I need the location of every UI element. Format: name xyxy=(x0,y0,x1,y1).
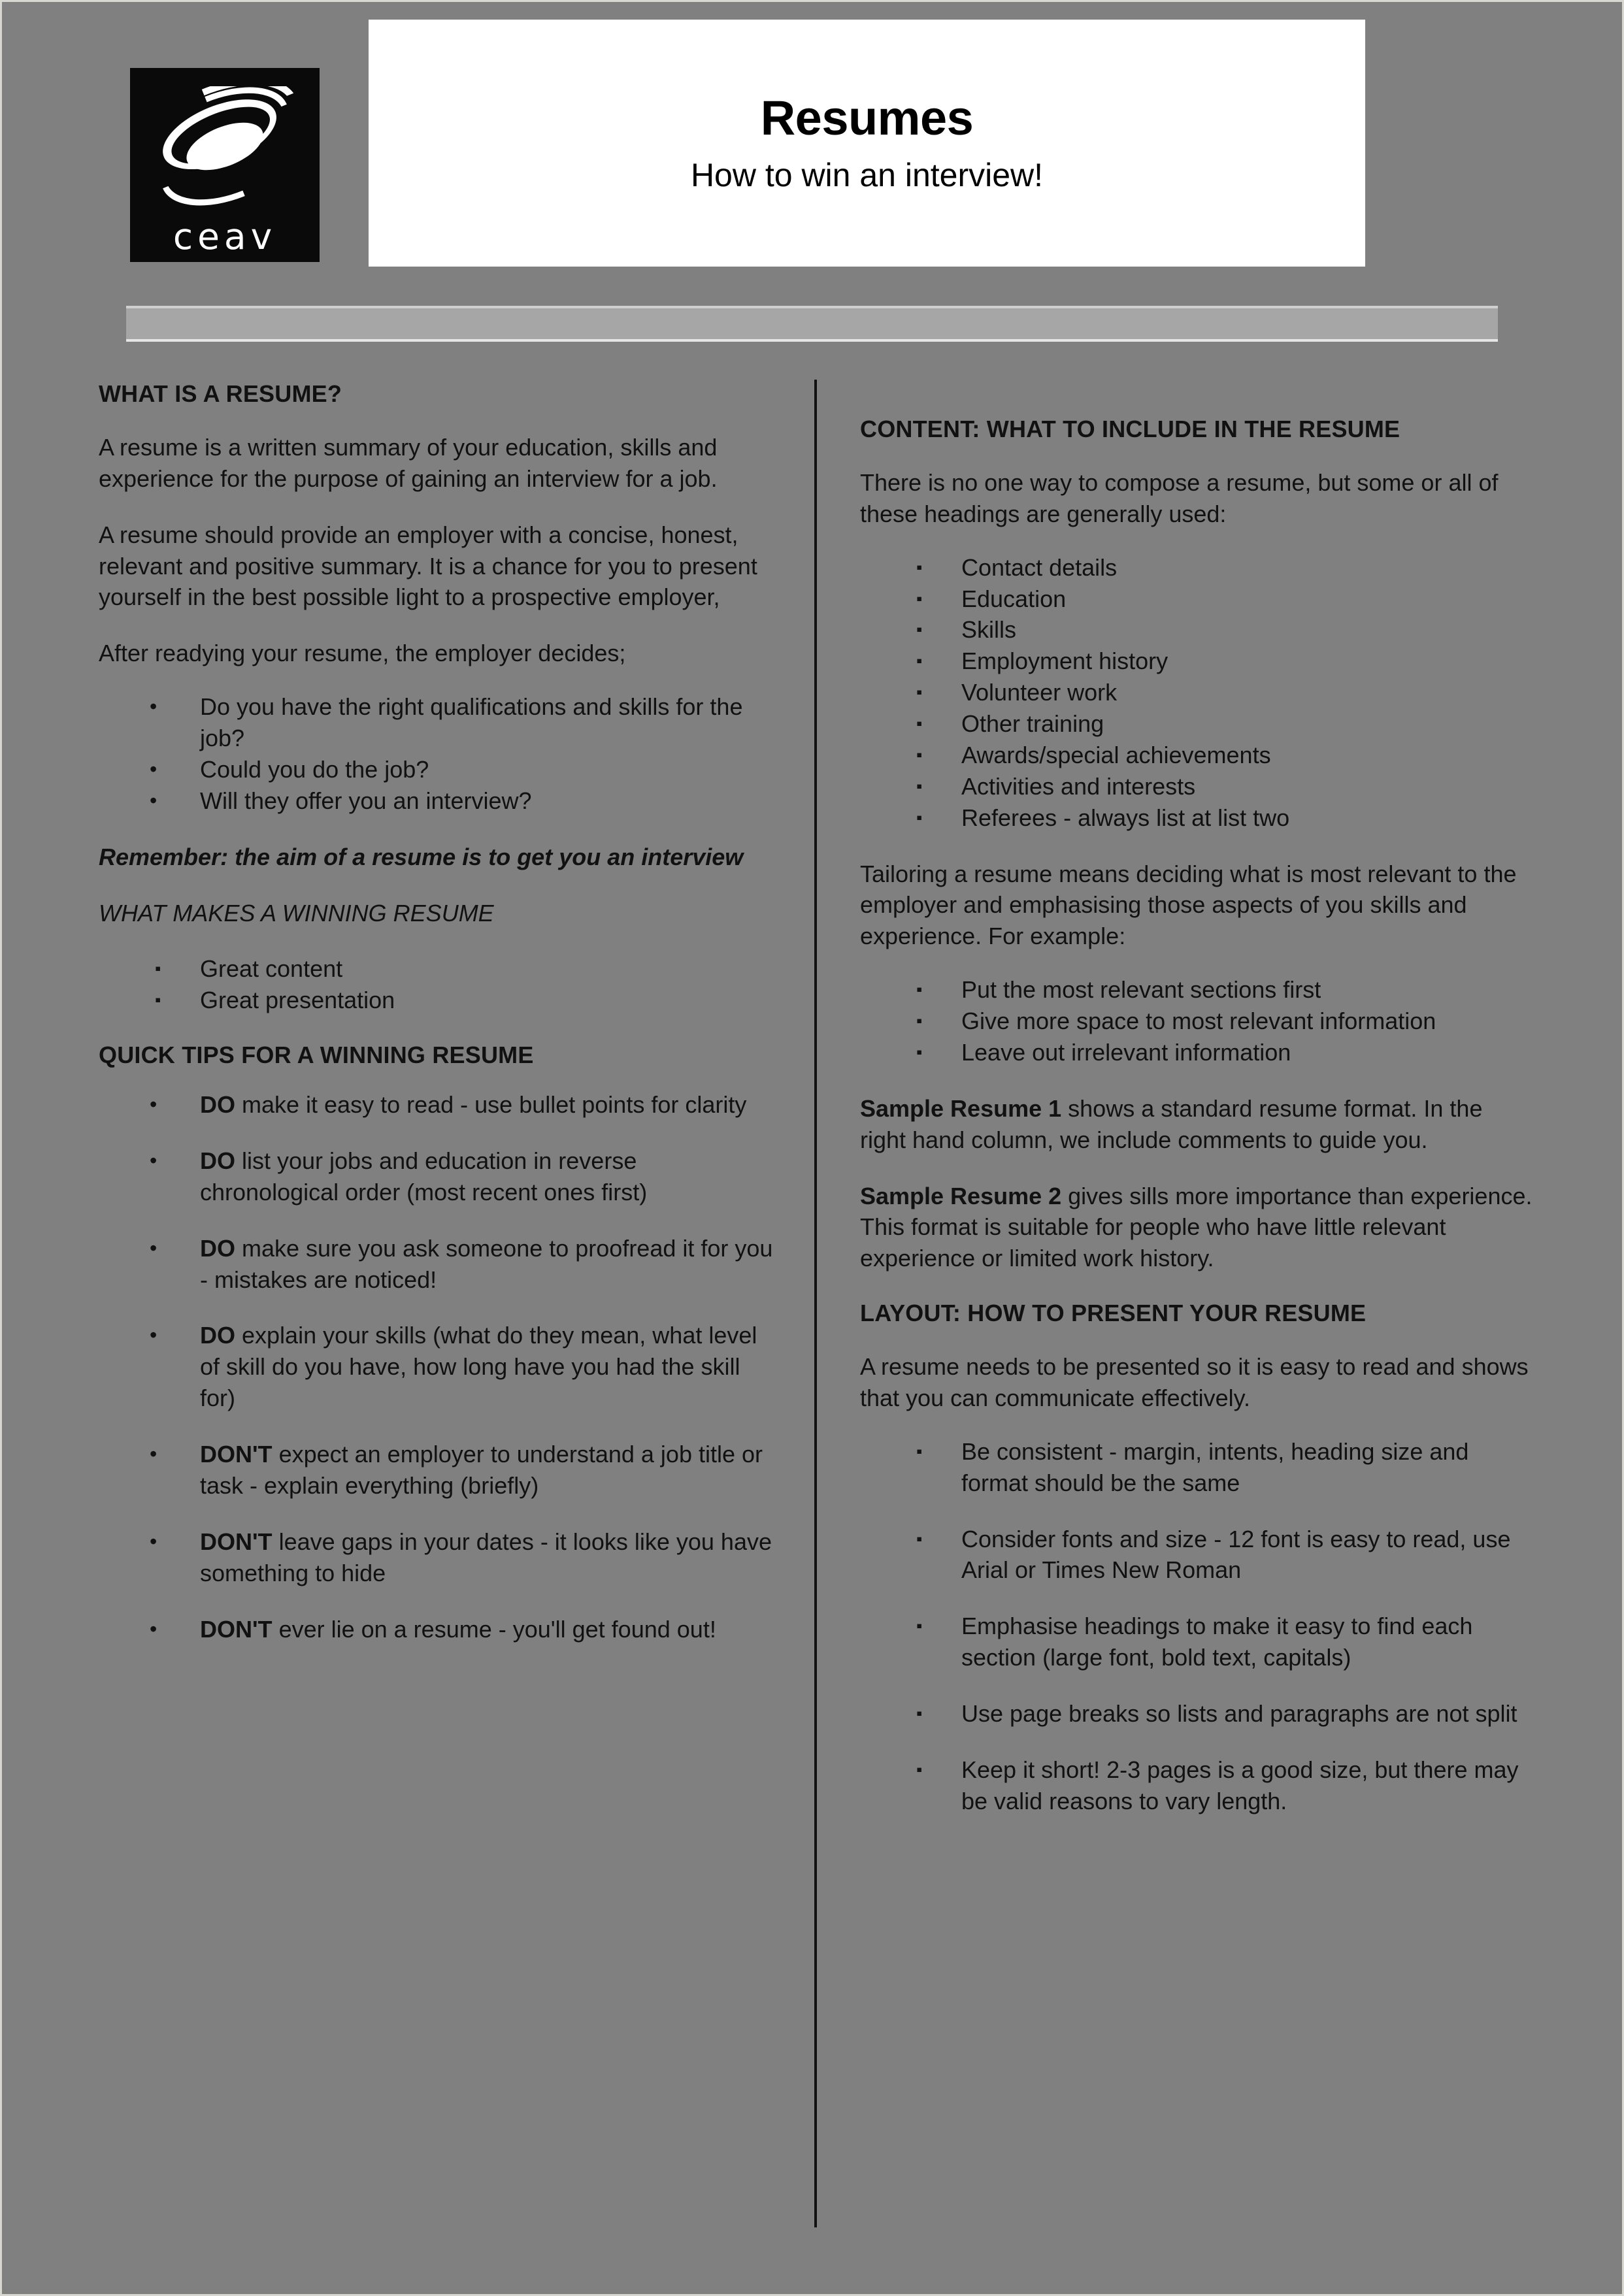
list-layout-tips xyxy=(860,1436,1533,1817)
round-bullet-icon: • xyxy=(150,788,157,812)
list-item xyxy=(860,708,1533,740)
list-item xyxy=(860,974,1533,1006)
right-column xyxy=(860,415,1533,1842)
header-accent-bar xyxy=(126,306,1498,342)
paragraph-sample-resume-2 xyxy=(860,1181,1533,1275)
square-bullet-icon: ▪ xyxy=(916,1528,923,1549)
list-item-label: Great content xyxy=(200,955,343,983)
list-item xyxy=(860,740,1533,771)
list-item xyxy=(860,1006,1533,1037)
paragraph-after-reading: After readying your resume, the employer decides; xyxy=(99,640,626,667)
round-bullet-icon: • xyxy=(150,1616,157,1641)
list-item xyxy=(860,614,1533,646)
list-item xyxy=(860,1754,1533,1817)
tip-lead: DON'T xyxy=(200,1441,273,1468)
list-tailoring xyxy=(860,974,1533,1068)
square-bullet-icon: ▪ xyxy=(916,619,923,640)
paragraph-no-one-way: There is no one way to compose a resume, but some or all of these headings are generally used: xyxy=(860,468,1499,527)
list-item-label: Be consistent - margin, intents, heading size and format should be the same xyxy=(961,1437,1469,1496)
list-item-label: Will they offer you an interview? xyxy=(200,787,532,814)
list-item-label: Consider fonts and size - 12 font is easy to read, use Arial or Times New Roman xyxy=(961,1525,1511,1584)
heading-content: CONTENT: WHAT TO INCLUDE IN THE RESUME xyxy=(860,416,1400,442)
list-item xyxy=(860,552,1533,583)
list-item-label: Put the most relevant sections first xyxy=(961,976,1321,1004)
logo-wordmark: ceav xyxy=(173,216,277,257)
page-title: Resumes xyxy=(760,90,974,145)
square-bullet-icon: ▪ xyxy=(916,557,923,577)
round-bullet-icon: • xyxy=(150,695,157,719)
list-item xyxy=(860,646,1533,677)
square-bullet-icon: ▪ xyxy=(916,682,923,702)
list-item xyxy=(860,1436,1533,1499)
round-bullet-icon: • xyxy=(150,1529,157,1553)
list-item-label: Great presentation xyxy=(200,987,395,1014)
list-item xyxy=(860,802,1533,834)
heading-quick-tips: QUICK TIPS FOR A WINNING RESUME xyxy=(99,1041,534,1069)
list-item xyxy=(99,1233,778,1296)
round-bullet-icon: • xyxy=(150,1148,157,1172)
list-quick-tips xyxy=(99,1089,778,1645)
list-item-label: Volunteer work xyxy=(961,679,1118,706)
list-item xyxy=(99,1526,778,1589)
list-item-label: Other training xyxy=(961,710,1104,738)
paragraph-provide-employer: A resume should provide an employer with a concise, honest, relevant and positive summary. It is a chance for you to present yourself in the best possible light to a prospective employer, xyxy=(99,521,757,611)
sample1-lead: Sample Resume 1 xyxy=(860,1094,1062,1122)
tip-text: explain your skills (what do they mean, what level of skill do you have, how long have you had the skill for) xyxy=(200,1322,757,1412)
square-bullet-icon: ▪ xyxy=(916,1616,923,1636)
round-bullet-icon: • xyxy=(150,1236,157,1260)
round-bullet-icon: • xyxy=(150,757,157,781)
note-remember: Remember: the aim of a resume is to get you an interview xyxy=(99,843,744,870)
square-bullet-icon: ▪ xyxy=(916,713,923,734)
list-item xyxy=(860,1037,1533,1068)
list-item-label: Referees - always list at list two xyxy=(961,804,1290,831)
list-item xyxy=(99,754,778,785)
list-item xyxy=(99,691,778,754)
paragraph-presented: A resume needs to be presented so it is easy to read and shows that you can communicate effectively. xyxy=(860,1353,1529,1411)
square-bullet-icon: ▪ xyxy=(916,776,923,796)
list-item-label: Education xyxy=(961,585,1067,612)
list-item xyxy=(860,677,1533,708)
square-bullet-icon: ▪ xyxy=(916,1041,923,1062)
heading-what-is-a-resume: WHAT IS A RESUME? xyxy=(99,380,342,407)
tip-lead: DO xyxy=(200,1147,235,1174)
list-item-label: Contact details xyxy=(961,553,1118,581)
page-subtitle: How to win an interview! xyxy=(690,157,1044,194)
list-item xyxy=(99,1145,778,1208)
list-item-label: Leave out irrelevant information xyxy=(961,1038,1291,1066)
list-item-label: Activities and interests xyxy=(961,772,1196,800)
list-item-label: Keep it short! 2-3 pages is a good size, but there may be valid reasons to vary length. xyxy=(961,1756,1519,1814)
heading-layout: LAYOUT: HOW TO PRESENT YOUR RESUME xyxy=(860,1300,1367,1327)
list-item-label: Employment history xyxy=(961,648,1168,675)
list-employer-decides xyxy=(99,691,778,817)
square-bullet-icon: ▪ xyxy=(916,807,923,827)
square-bullet-icon: ▪ xyxy=(916,1011,923,1031)
tip-text: leave gaps in your dates - it looks like you have something to hide xyxy=(200,1528,772,1586)
left-column xyxy=(99,380,778,1669)
tip-lead: DON'T xyxy=(200,1528,273,1555)
list-item-label: Use page breaks so lists and paragraphs are not split xyxy=(961,1700,1517,1728)
sample2-text: gives sills more importance than experience. This format is suitable for people who have little relevant experience or limited work history. xyxy=(860,1182,1533,1272)
galaxy-swirl-icon xyxy=(150,86,300,214)
list-item xyxy=(99,953,778,985)
round-bullet-icon: • xyxy=(150,1442,157,1466)
list-item-label: Emphasise headings to make it easy to find each section (large font, bold text, capitals) xyxy=(961,1613,1473,1671)
list-item-label: Could you do the job? xyxy=(200,755,429,783)
tip-lead: DO xyxy=(200,1091,235,1119)
tip-text: list your jobs and education in reverse chronological order (most recent ones first) xyxy=(200,1147,648,1205)
list-item xyxy=(99,785,778,817)
title-banner xyxy=(369,20,1365,267)
tip-text: ever lie on a resume - you'll get found out! xyxy=(272,1615,716,1643)
tip-lead: DON'T xyxy=(200,1615,273,1643)
list-item-label: Skills xyxy=(961,616,1017,644)
list-item-label: Give more space to most relevant information xyxy=(961,1008,1436,1035)
paragraph-definition: A resume is a written summary of your education, skills and experience for the purpose of gaining an interview for a job. xyxy=(99,433,718,492)
list-item-label: Awards/special achievements xyxy=(961,741,1271,768)
list-item xyxy=(99,1089,778,1121)
ceav-logo xyxy=(130,68,320,262)
tip-lead: DO xyxy=(200,1234,235,1262)
heading-what-makes-winning: WHAT MAKES A WINNING RESUME xyxy=(99,899,494,927)
square-bullet-icon: ▪ xyxy=(916,979,923,1000)
square-bullet-icon: ▪ xyxy=(916,1759,923,1779)
paragraph-tailoring: Tailoring a resume means deciding what is most relevant to the employer and emphasising those aspects of you skills and experience. For example: xyxy=(860,860,1517,950)
square-bullet-icon: ▪ xyxy=(916,588,923,608)
list-item xyxy=(99,1320,778,1414)
square-bullet-icon: ▪ xyxy=(155,959,161,979)
round-bullet-icon: • xyxy=(150,1092,157,1117)
list-item xyxy=(860,1698,1533,1730)
list-item xyxy=(860,771,1533,802)
tip-text: make sure you ask someone to proofread it for you - mistakes are noticed! xyxy=(200,1234,773,1293)
list-item-label: Do you have the right qualifications and skills for the job? xyxy=(200,693,743,752)
list-item xyxy=(99,1614,778,1645)
sample1-text: shows a standard resume format. In the right hand column, we include comments to guide you. xyxy=(860,1094,1483,1153)
tip-lead: DO xyxy=(200,1322,235,1349)
square-bullet-icon: ▪ xyxy=(916,1441,923,1461)
round-bullet-icon: • xyxy=(150,1323,157,1347)
square-bullet-icon: ▪ xyxy=(916,651,923,671)
square-bullet-icon: ▪ xyxy=(916,744,923,764)
list-item xyxy=(860,1524,1533,1586)
paragraph-sample-resume-1 xyxy=(860,1093,1533,1156)
tip-text: expect an employer to understand a job title or task - explain everything (briefly) xyxy=(200,1441,763,1499)
list-item xyxy=(860,1611,1533,1673)
square-bullet-icon: ▪ xyxy=(916,1703,923,1724)
tip-text: make it easy to read - use bullet points for clarity xyxy=(235,1091,747,1119)
list-item xyxy=(99,985,778,1016)
column-divider xyxy=(814,380,817,2227)
list-item xyxy=(99,1439,778,1501)
square-bullet-icon: ▪ xyxy=(155,990,161,1010)
list-item xyxy=(860,583,1533,615)
list-winning-items xyxy=(99,953,778,1016)
sample2-lead: Sample Resume 2 xyxy=(860,1182,1062,1209)
list-resume-headings xyxy=(860,552,1533,834)
